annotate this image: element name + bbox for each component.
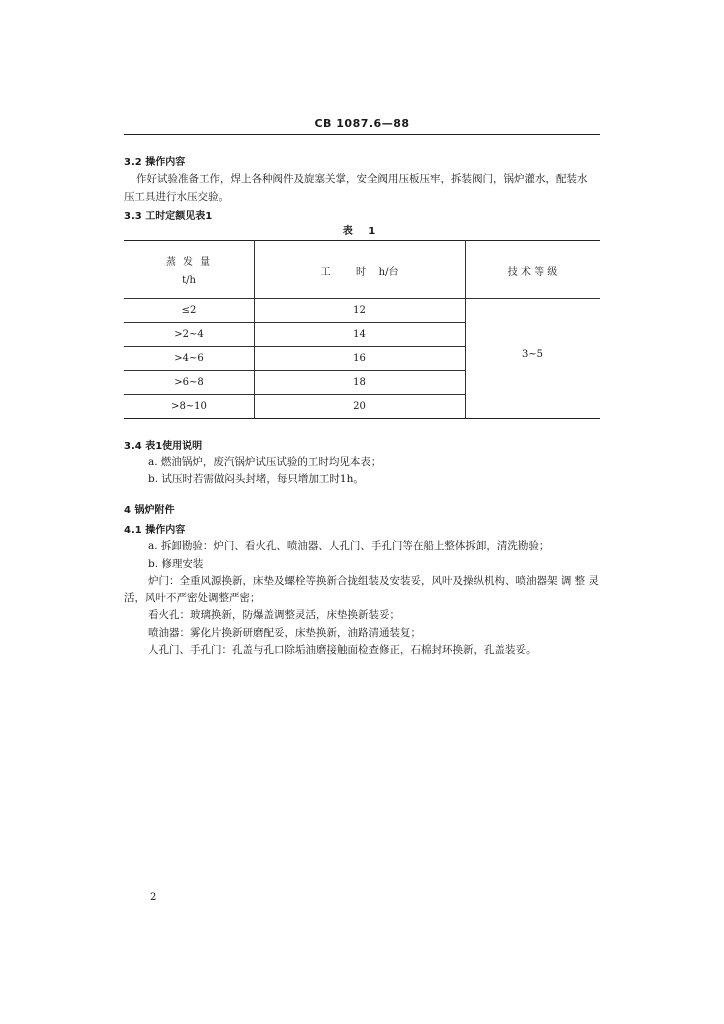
table-cell-hours: 12	[353, 305, 366, 316]
page-number: 2	[150, 892, 157, 903]
table-header-rule	[124, 298, 600, 299]
table-cell-evaporation: >6~8	[174, 377, 204, 388]
table-cell-evaporation: >8~10	[171, 401, 207, 412]
section-3-2-text-line1: 作好试验准备工作，焊上各种阀件及旋塞关掌，安全阀用压板压牢，拆装阀门，锅炉灌水，配装水	[136, 173, 588, 185]
section-4-1-furnace-door-line2: 活，风叶不严密处调整严密；	[124, 592, 261, 604]
standard-code-header: CB 1087.6—88	[314, 117, 410, 130]
table-row-rule	[124, 346, 465, 347]
table-row-rule	[124, 322, 465, 323]
table-cell-hours: 18	[353, 377, 366, 388]
section-4-heading: 4 锅炉附件	[124, 505, 175, 516]
table-cell-evaporation: >2~4	[174, 329, 204, 340]
table-row-rule	[124, 394, 465, 395]
section-3-4-heading: 3.4 表1使用说明	[124, 441, 203, 452]
table-cell-evaporation: >4~6	[174, 353, 204, 364]
section-4-1-heading: 4.1 操作内容	[124, 525, 186, 536]
table-header-grade: 技 术 等 级	[507, 267, 558, 278]
section-4-1-oil-injector: 喷油器：雾化片换新研磨配妥，床垫换新，油路清通装复；	[148, 627, 421, 639]
section-4-1-item-b: b. 修理安装	[148, 558, 204, 570]
table-caption: 表 1	[342, 226, 382, 237]
table-row-rule	[124, 370, 465, 371]
table-header-hours: 工 时 h/台	[320, 267, 399, 278]
section-3-4-item-a: a. 燃油锅炉，废汽锅炉试压试验的工时均见本表；	[148, 456, 382, 468]
table-cell-hours: 14	[353, 329, 366, 340]
section-3-3-heading: 3.3 工时定额见表1	[124, 211, 213, 222]
section-4-1-sight-hole: 看火孔：玻璃换新，防爆盖调整灵活，床垫换新装妥；	[148, 609, 400, 621]
table-cell-hours: 16	[353, 353, 366, 364]
table-cell-grade: 3~5	[521, 349, 544, 360]
table-header-evaporation-unit: t/h	[182, 275, 196, 286]
table-header-evaporation: 蒸 发 量	[165, 257, 213, 268]
section-4-1-manhole: 人孔门、手孔门：孔盖与孔口除垢油磨接触面检查修正，石棉封环换新，孔盖装妥。	[148, 644, 537, 656]
table-bottom-rule	[124, 418, 600, 419]
header-rule	[124, 134, 600, 135]
table-cell-evaporation: ≤2	[181, 305, 197, 316]
section-3-2-text-line2: 压工具进行水压交验。	[124, 191, 229, 203]
section-3-2-heading: 3.2 操作内容	[124, 157, 186, 168]
section-3-4-item-b: b. 试压时若需做闷头封堵，每只增加工时1h。	[148, 473, 364, 485]
table-top-rule	[124, 240, 600, 241]
section-4-1-item-a: a. 拆卸勘验：炉门、看火孔、喷油器、人孔门、手孔门等在船上整体拆卸，清洗勘验；	[148, 540, 550, 552]
table-cell-hours: 20	[353, 401, 366, 412]
section-4-1-furnace-door-line1: 炉门：全重风源换新，床垫及螺栓等换新合拢组装及安装妥，风叶及操纵机构、喷油器架 调 整 灵	[148, 575, 600, 587]
